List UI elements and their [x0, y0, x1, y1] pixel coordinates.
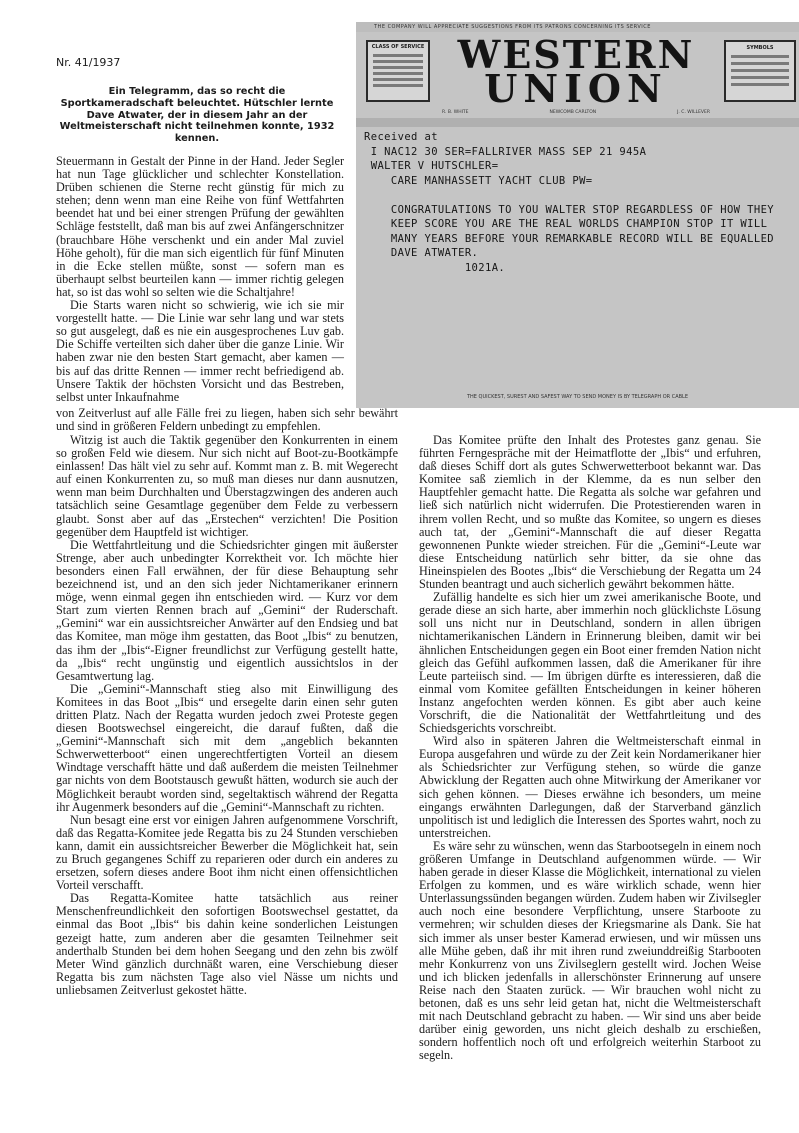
- paragraph: Die „Gemini“-Mannschaft stieg also mit Einwilligung des Komitees in das Boot „Ibis“ und ersegelte darin einen sehr guten dritten Platz. Nach der Regatta wurden jedoch zwei Proteste gegen diesen Bootswechsel eingereicht, die darauf fußten, daß die „Gemini“-Mannschaft sich mit dem „angeblich bekannten Schwerwetterboot“ einen ungerechtfertigten Vorteil an diesem Windtage verschafft hätte und daß außerdem die meisten Teilnehmer gar nichts von dem Bootstausch gewußt hätten, wodurch sie auch der Möglichkeit beraubt worden sind, segeltaktisch während der Regatta ihr Augenmerk besonders auf die „Gemini“-Mannschaft zu richten.: [56, 681, 398, 814]
- paragraph: Es wäre sehr zu wünschen, wenn das Starbootsegeln in einem noch größeren Umfange in Deutschland aufgenommen würde. — Wir haben gerade in dieser Klasse die Möglichkeit, international zu vielen Erfolgen zu kommen, und es wäre wirklich schade, wenn hier Unterlassungssünden begangen würden. Zudem haben wir Zivilsegler auch noch eine besondere Verpflichtung, unsere Starboote zu vermehren; wir schulden dieses der Kriegsmarine als Dank. Sie hat sich immer als unser bester Kamerad erwiesen, und wir müssen uns alle Mühe geben, daß ihr mit ihren rund zweiunddreißig Starbooten mehr Konkurrenz von uns Zivilseglern gestellt wird. Jochen Weise und ich blicken jedenfalls in allerschönster Erinnerung auf unsere Reise nach den Staaten zurück. — Wir brauchen wohl nicht zu betonen, daß es uns sehr leid getan hat, nicht die Weltmeisterschaft mit nach Deutschland gebracht zu haben. — Wir sind uns aber beide darüber einig geworden, uns nicht gleich deshalb zu erschießen, sondern hoffentlich noch oft und erfolgreich weiterhin Starboot zu segeln.: [419, 838, 761, 1063]
- paragraph: Steuermann in Gestalt der Pinne in der Hand. Jeder Segler hat nun Tage glücklicher und schlechter Konstellation. Drüben schienen die Sterne recht günstig für mich zu stehen; denn wenn man eine Reihe von fünf Wettfahrten beendet hat und bei einer strengen Prüfung der gewählten Schläge feststellt, daß man bis auf zwei Anfängerschnitzer (brauchbare Höhe verschenkt und ein ander Mal zuviel Höhe geholt), für die man sich eigentlich für fünf Minuten in die Ecke stellen müßte, sonst — sofern man es überhaupt selbst beurteilen kann — immer richtig gelegen hat, so ist das wohl so selten wie die Schaltjahre!: [56, 154, 344, 299]
- telegram-photo: [356, 22, 799, 408]
- paragraph: von Zeitverlust auf alle Fälle frei zu liegen, haben sich sehr bewährt und sind in größeren Feldern unbedingt zu empfehlen.: [56, 406, 398, 434]
- paragraph: Zufällig handelte es sich hier um zwei amerikanische Boote, und gerade diese an sich harte, aber immerhin noch glücklichste Lösung soll uns nicht nur in Deutschland, sondern in allen übrigen nichtamerikanischen Ländern in Erinnerung bleiben, damit wir bei ähnlichen Entscheidungen gegen ein Boot einer fremden Nation nicht gleich das Gefühl aufkommen lassen, daß die Amerikaner für ihre Leute parteiisch sind. — Im übrigen dürfte es interessieren, daß die einmal vom Komitee gefällten Entscheidungen in keiner höheren Instanz angefochten werden können. Es gibt aber auch keine Vorschrift, die die Nationalität der Wettfahrtleitung und des Schiedsgerichts vorschreibt.: [419, 590, 761, 736]
- paragraph: Witzig ist auch die Taktik gegenüber den Konkurrenten in einem so großen Feld wie diesem. Nur sich nicht auf Boot-zu-Bootkämpfe einlassen! Das hält viel zu sehr auf. Kommt man z. B. mit Wegerecht auf einen Konkurrenten zu, so muß man dieses nur dann ausnutzen, wenn man beim Durchhalten und Überstagzwingen des anderen auch tatsächlich seine Gesamtlage gegenüber dem Felde zu verbessern glaubt. Sonst aber auf das „Erstechen“ verzichten! Die Position gegenüber dem Hauptfeld ist wichtiger.: [56, 433, 398, 539]
- column-left: [56, 434, 398, 997]
- paragraph: Die Wettfahrtleitung und die Schiedsrichter gingen mit äußerster Strenge, aber auch unbedingter Korrektheit vor. Ich möchte hier besonders einen Fall erwähnen, der für diese Behauptung sehr bezeichnend ist, und an den sich jeder Nichtamerikaner erinnern möge, wenn einmal gegen ihn entschieden wird. — Kurz vor dem Start zum vierten Rennen brach auf „Gemini“ der Ruderschaft. „Gemini“ war ein aussichtsreicher Anwärter auf den Endsieg und bat das Komitee, man möge ihm gestatten, das Boot „Ibis“ zu benutzen, das ihm der „Ibis“-Eigner freundlichst zur Verfügung gestellt hatte, da „Ibis“ recht ungünstig und eigentlich aussichtslos in der Gesamtwertung lag.: [56, 537, 398, 683]
- photo-caption: Ein Telegramm, das so recht die Sportkameradschaft beleuchtet. Hütschler lernte Dave Atwater, der in diesem Jahr an der Weltmeisterschaft nicht teilnehmen konnte, 1932 kennen.: [59, 86, 335, 145]
- telegram-info-band: [356, 118, 799, 127]
- logo-line-union: UNION: [484, 66, 668, 111]
- paragraph: Wird also in späteren Jahren die Weltmeisterschaft einmal in Europa ausgefahren und würde zu der Zeit kein Nordamerikaner hier als Schiedsrichter zur Verfügung stehen, so würde die ganze Abwicklung der Regatten auch ohne Mitwirkung der Amerikaner vor sich gehen können. — Dieses erwähne ich besonders, um meine eingangs erwähnten Darlegungen, daß der Starverband gänzlich unpolitisch ist und lediglich die Interessen des Sportes wahrt, noch zu unterstreichen.: [419, 734, 761, 840]
- telegram-officers: [442, 110, 710, 115]
- symbols-label: SYMBOLS: [746, 45, 774, 51]
- column-full-line: [56, 407, 398, 433]
- column-top-left: [56, 155, 344, 404]
- officer-mid: NEWCOMB CARLTON: [549, 110, 597, 115]
- issue-number: Nr. 41/1937: [56, 56, 121, 69]
- western-union-logo: [442, 32, 710, 111]
- paragraph: Nun besagt eine erst vor einigen Jahren aufgenommene Vorschrift, daß das Regatta-Komitee jede Regatta bis zu 24 Stunden verschieben kann, damit ein aussichtsreicher Bewerber die Möglichkeit hat, sein zu Bruch gegangenes Schiff zu reparieren oder durch ein anderes zu ersetzen, sofern dieses andere Boot ihm nicht einen offensichtlichen Vorteil verschafft.: [56, 812, 398, 893]
- class-of-service-label: CLASS OF SERVICE: [371, 44, 425, 50]
- symbols-box: [724, 40, 796, 102]
- officer-left: R. B. WHITE: [442, 110, 469, 115]
- paragraph: Das Komitee prüfte den Inhalt des Protestes ganz genau. Sie führten Ferngespräche mit der Heimatflotte der „Ibis“ und erfuhren, daß dieses Schiff dort als gutes Schwerwetterboot bekannt war. Das Komitee saß ziemlich in der Klemme, da es nun selber den Hauptfehler gemacht hatte. Die Regatta als solche war gefahren und ließ sich natürlich nicht widerrufen. Die Protestierenden waren in ihrem vollen Recht, und so mußte das Komitee, so ungern es dieses auch tat, der „Gemini“-Mannschaft die auf dieser Regatta gewonnenen Punkte wieder streichen. Für die „Gemini“-Leute war diese Entscheidung natürlich sehr bitter, da sie ohne das Hineinspielen des Bootes „Ibis“ die Verschiebung der Regatta um 24 Stunden beantragt und auch sicherlich gewährt bekommen hätte.: [419, 433, 761, 592]
- telegram-bottom-line: THE QUICKEST, SUREST AND SAFEST WAY TO SEND MONEY IS BY TELEGRAPH OR CABLE: [466, 394, 689, 400]
- paragraph: Das Regatta-Komitee hatte tatsächlich aus reiner Menschenfreundlichkeit den sofortigen Bootswechsel gestattet, da einmal das Boot „Ibis“ bis dahin keine sonderlichen Leistungen gezeigt hatte, zum anderen aber die gesamten Teilnehmer seit anderthalb Stunden bei dem hohen Seegang und den zehn bis zwölf Meter Wind gänzlich durchnäßt waren, eine Verschiebung dieser Regatta bis zum nächsten Tage also viel Nässe um nichts und unliebsamen Zeitverlust gekostet hätte.: [56, 891, 398, 997]
- logo-line-western: WESTERN: [457, 32, 695, 77]
- officer-right: J. C. WILLEVER: [677, 110, 710, 115]
- telegram-message: Received at I NAC12 30 SER=FALLRIVER MASS SEP 21 945A WALTER V HUTSCHLER= CARE MANHASSETT YACHT CLUB PW= CONGRATULATIONS TO YOU WALTER STOP REGARDLESS OF HOW THEY KEEP SCORE YOU ARE THE REAL WORLDS CHAMPION STOP IT WILL MANY YEARS BEFORE YOUR REMARKABLE RECORD WILL BE EQUALLED DAVE ATWATER. 1021A.: [364, 131, 775, 274]
- column-right: [419, 434, 761, 1063]
- class-of-service-box: [366, 40, 430, 102]
- telegram-top-line: THE COMPANY WILL APPRECIATE SUGGESTIONS FROM ITS PATRONS CONCERNING ITS SERVICE: [356, 22, 799, 32]
- paragraph: Die Starts waren nicht so schwierig, wie ich sie mir vorgestellt hatte. — Die Linie war sehr lang und war stets so gut ausgelegt, daß es nie ein ausgesprochenes Luv gab. Die Schiffe verteilten sich daher über die ganze Linie. Wir haben zwar nie den besten Start gemacht, aber kamen — bis auf das dritte Rennen — immer recht befriedigend ab. Unsere Taktik der höchsten Vorsicht und das Bestreben, selbst unter Inkaufnahme: [56, 298, 344, 404]
